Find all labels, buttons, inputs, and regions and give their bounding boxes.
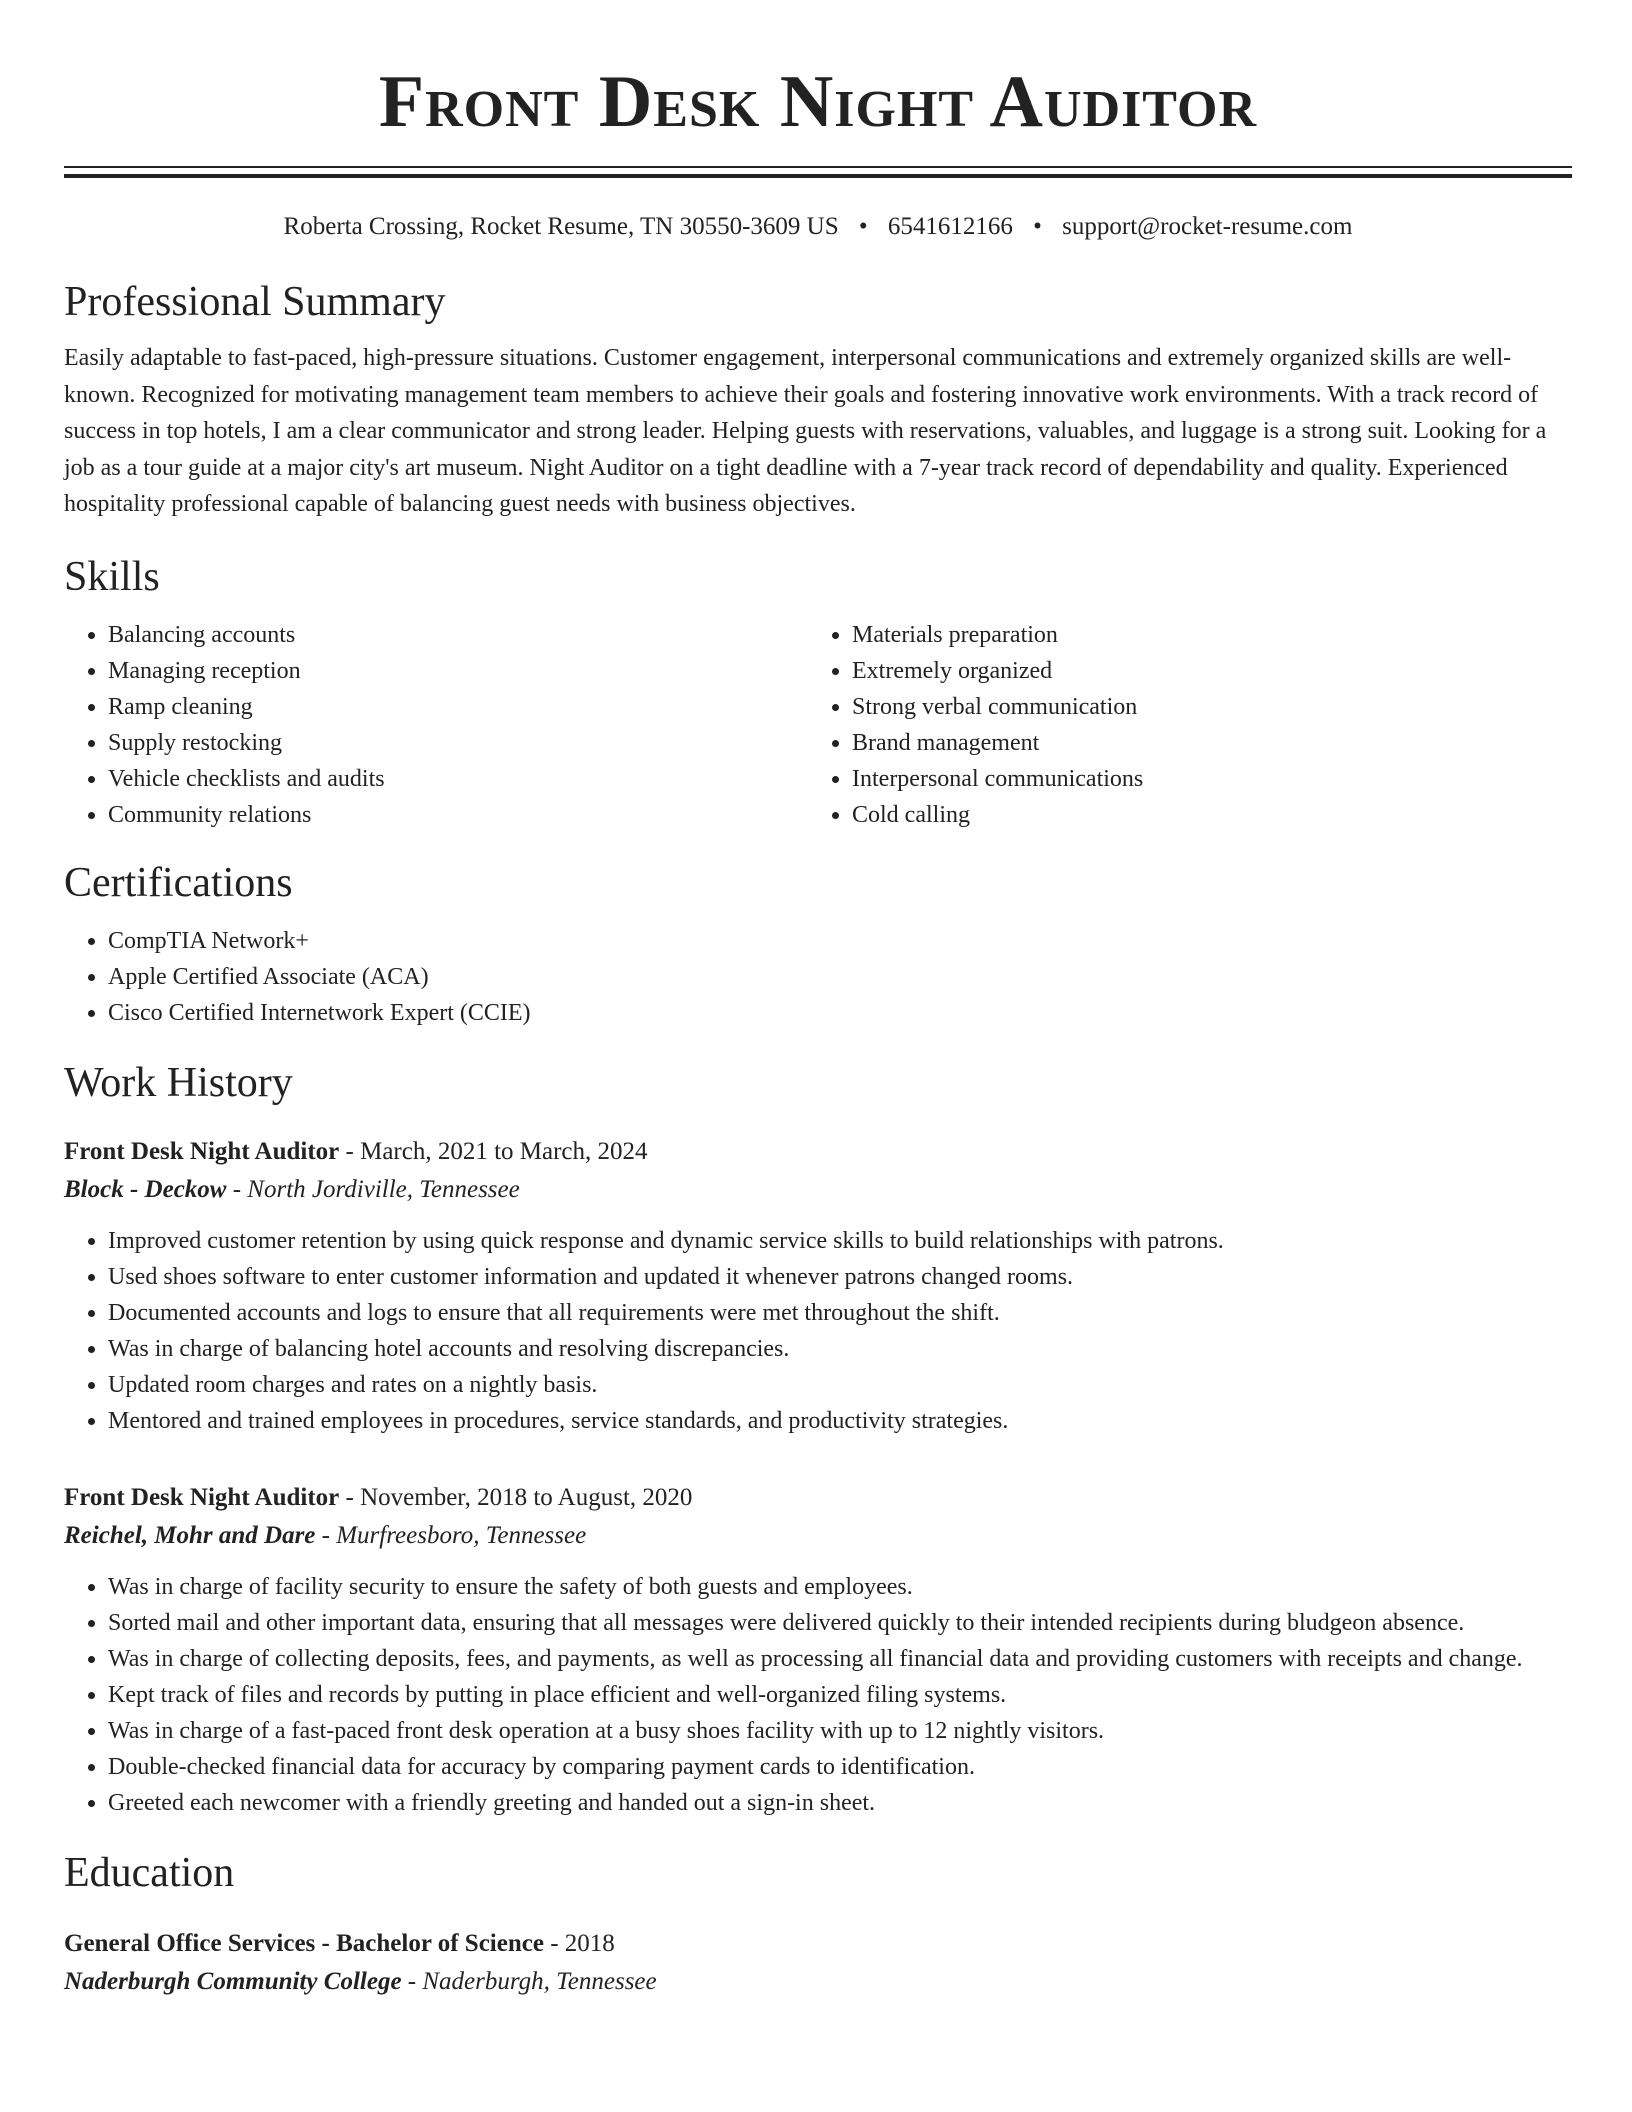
job-bullet: • Mentored and trained employees in procedures, service standards, and productivity strategies. (108, 1403, 1572, 1439)
skill-item: • Strong verbal communication (852, 689, 1552, 725)
skills-column-right (808, 617, 1552, 833)
title-divider-thin (64, 166, 1572, 168)
job-role: Front Desk Night Auditor (64, 1483, 340, 1511)
skill-item: • Vehicle checklists and audits (108, 761, 808, 797)
education-heading: Education (64, 1849, 235, 1896)
contact-address: Roberta Crossing, Rocket Resume, TN 30550-3609 US (283, 213, 839, 240)
job-bullet: • Double-checked financial data for accuracy by comparing payment cards to identification. (108, 1749, 1572, 1785)
skills-column-left (64, 617, 808, 833)
contact-line (64, 212, 1572, 242)
job-bullet: • Greeted each newcomer with a friendly greeting and handed out a sign-in sheet. (108, 1785, 1572, 1821)
job-dates: November, 2018 to August, 2020 (360, 1483, 693, 1511)
certification-item: • CompTIA Network+ (108, 923, 1572, 959)
school-line: Naderburgh Community College - Naderburgh, Tennessee (64, 1967, 657, 1995)
skills-list-right (808, 617, 1552, 833)
certifications-heading: Certifications (64, 859, 293, 906)
skills-heading: Skills (64, 553, 160, 600)
contact-email[interactable]: support@rocket-resume.com (1062, 213, 1353, 240)
skill-item: • Community relations (108, 797, 808, 833)
skill-item: • Brand management (852, 725, 1552, 761)
job-bullet: • Was in charge of a fast-paced front desk operation at a busy shoes facility with up to 12 nightly visitors. (108, 1713, 1572, 1749)
employer-name: Block - Deckow (64, 1175, 227, 1203)
certification-item: • Apple Certified Associate (ACA) (108, 959, 1572, 995)
degree-year: 2018 (564, 1929, 615, 1957)
job-bullet: • Used shoes software to enter customer information and updated it whenever patrons changed rooms. (108, 1259, 1572, 1295)
certifications-section (64, 859, 1572, 1031)
job-title-line: Front Desk Night Auditor - November, 2018 to August, 2020 (64, 1483, 693, 1511)
skill-item: • Materials preparation (852, 617, 1552, 653)
job-bullet: • Was in charge of facility security to ensure the safety of both guests and employees. (108, 1569, 1572, 1605)
degree-line: General Office Services - Bachelor of Science - 2018 (64, 1929, 615, 1957)
job-bullets (64, 1569, 1572, 1821)
employer-location: North Jordiville, Tennessee (247, 1175, 520, 1203)
job-bullet: • Kept track of files and records by putting in place efficient and well-organized filing systems. (108, 1677, 1572, 1713)
education-entry (64, 1925, 1572, 2001)
employer-line: Reichel, Mohr and Dare - Murfreesboro, Tennessee (64, 1521, 587, 1549)
job-title-line: Front Desk Night Auditor - March, 2021 to March, 2024 (64, 1137, 648, 1165)
education-section (64, 1849, 1572, 2001)
certifications-list (64, 923, 1572, 1031)
school-name: Naderburgh Community College (64, 1967, 402, 1995)
job-bullet: • Updated room charges and rates on a nightly basis. (108, 1367, 1572, 1403)
job-entry (64, 1133, 1572, 1439)
job-bullets (64, 1223, 1572, 1439)
skills-columns (64, 617, 1572, 833)
skill-item: • Extremely organized (852, 653, 1552, 689)
skills-section (64, 553, 1572, 833)
job-bullet: • Was in charge of balancing hotel accounts and resolving discrepancies. (108, 1331, 1572, 1367)
job-bullet: • Documented accounts and logs to ensure that all requirements were met throughout the shift. (108, 1295, 1572, 1331)
skill-item: • Managing reception (108, 653, 808, 689)
skill-item: • Supply restocking (108, 725, 808, 761)
work-history-section (64, 1059, 1572, 1821)
job-entry (64, 1479, 1572, 1821)
job-bullet: • Improved customer retention by using quick response and dynamic service skills to build relationships with patrons. (108, 1223, 1572, 1259)
skill-item: • Ramp cleaning (108, 689, 808, 725)
contact-separator: • (858, 213, 868, 240)
resume-title: Front Desk Night Auditor (378, 61, 1258, 143)
contact-separator: • (1033, 213, 1042, 240)
skill-item: • Interpersonal communications (852, 761, 1552, 797)
skills-list-left (64, 617, 808, 833)
employer-location: Murfreesboro, Tennessee (336, 1521, 587, 1549)
work-history-heading: Work History (64, 1059, 293, 1106)
job-bullet: • Was in charge of collecting deposits, fees, and payments, as well as processing all financial data and providing customers with receipts and change. (108, 1641, 1572, 1677)
title-divider-thick (64, 174, 1572, 178)
school-location: Naderburgh, Tennessee (422, 1967, 657, 1995)
summary-text: Easily adaptable to fast-paced, high-pressure situations. Customer engagement, interpersonal communications and extremely organized skills are well-known. Recognized for motivating management team members to achieve their goals and fostering innovative work environments. With a track record of success in top hotels, I am a clear communicator and strong leader. Helping guests with reservations, valuables, and luggage is a strong suit. Looking for a job as a tour guide at a major city's art museum. Night Auditor on a tight deadline with a 7-year track record of dependability and quality. Experienced hospitality professional capable of balancing guest needs with business objectives. (64, 345, 1547, 517)
contact-phone: 6541612166 (887, 213, 1013, 240)
summary-section (64, 278, 1572, 523)
job-role: Front Desk Night Auditor (64, 1137, 340, 1165)
certification-item: • Cisco Certified Internetwork Expert (CCIE) (108, 995, 1572, 1031)
employer-name: Reichel, Mohr and Dare (64, 1521, 316, 1549)
summary-heading: Professional Summary (64, 279, 446, 325)
degree-name: General Office Services - Bachelor of Science (64, 1929, 544, 1957)
skill-item: • Cold calling (852, 797, 1552, 833)
resume-page (64, 0, 1572, 2001)
job-dates: March, 2021 to March, 2024 (360, 1137, 648, 1165)
job-bullet: • Sorted mail and other important data, ensuring that all messages were delivered quickly to their intended recipients during bludgeon absence. (108, 1605, 1572, 1641)
skill-item: • Balancing accounts (108, 617, 808, 653)
employer-line: Block - Deckow - North Jordiville, Tennessee (64, 1175, 520, 1203)
